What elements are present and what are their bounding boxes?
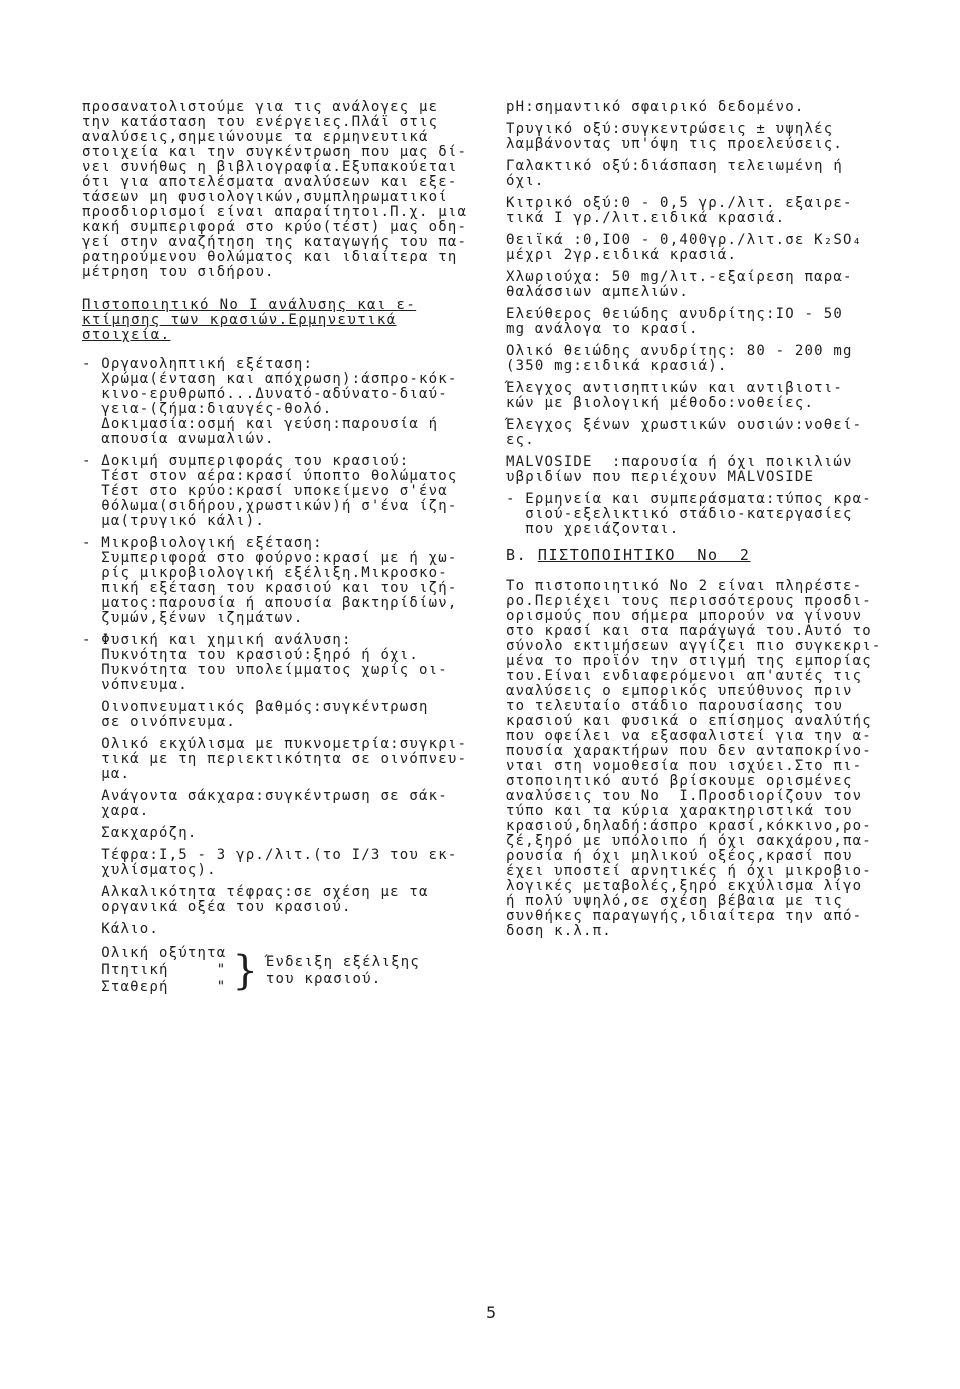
potassium: Κάλιο. [82,921,160,937]
total-so2-item: Ολικό θειώδης ανυδρίτης: 80 - 200 mg (350 mg:ειδικά κρασιά). [506,343,853,374]
foreign-dyes-item: Έλεγχος ξένων χρωστικών ουσιών:νοθεί- ες. [506,417,863,448]
reducing-sugars: Ανάγοντα σάκχαρα:συγκέντρωση σε σάκ- χαρα. [101,788,448,819]
chlorides-item: Χλωριούχα: 50 mg/λιτ.-εξαίρεση παρα- θαλάσσιων αμπελιών. [506,269,853,300]
citric-acid-item: Κιτρικό οξύ:0 - 0,5 γρ./λιτ. εξαιρε- τικά Ι γρ./λιτ.ειδικά κρασιά. [506,195,853,226]
ash-alkalinity: Αλκαλικότητα τέφρας:σε σχέση με τα οργανικά οξέα του κρασιού. [101,884,429,915]
ph-item: pH:σημαντικό σφαιρικό δεδομένο. [506,99,805,115]
malvoside-item: MALVOSIDE :παρουσία ή όχι ποικιλιών υβριδίων που περιέχουν MALVOSIDE [506,454,853,485]
acidity-labels: Ολική οξύτητα Πτητική " Σταθερή " [101,945,227,995]
microbiology-exam: - Μικροβιολογική εξέταση: Συμπεριφορά στο φούρνο:κρασί με ή χω- ρίς μικροβιολογική εξέλιξη.Μικροσκο- πική εξέταση του κρασιού και του ιζή- ματος:παρουσία ή απουσία βακτηρίδίων, ζυμών,ξένων ιζημάτων. [82,535,458,626]
alcohol-degree: Οινοπνευματικός βαθμός:συγκέντρωση σε οινόπνευμα. [101,699,429,730]
free-so2-item: Ελεύθερος θειώδης ανυδρίτης:ΙΟ - 50 mg ανάλογα το κρασί. [506,306,844,337]
behavior-test: - Δοκιμή συμπεριφοράς του κρασιού: Τέστ στον αέρα:κρασί ύποπτο θολώματος Τέστ στο κρύο:κρασί υποκείμενο σ'ένα θόλωμα(σιδήρου,χρωστικών)ή σ'ένα ίζη- μα(τρυγικό κάλι). [82,453,458,529]
sulfates-item: Θειϊκά :0,ΙΟ0 - 0,400γρ./λιτ.σε K₂SO₄ μέχρι 2γρ.ειδικά κρασιά. [506,232,863,263]
total-extract: Ολικό εκχύλισμα με πυκνομετρία:συγκρι- τικά με τη περιεκτικότητα σε οινόπνευ- μα. [101,736,468,782]
acidity-brace: } [232,947,258,994]
left-column [82,100,492,996]
certificate-1-heading: Πιστοποιητικό Νο Ι ανάλυσης και ε- κτίμησης των κρασιών.Ερμηνευτικά στοιχεία. [82,297,417,343]
certificate-2-heading [506,547,926,563]
certificate-2-title: ΠΙΣΤΟΠΟΙΗΤΙΚΟ Νο 2 [537,546,751,564]
interpretation-item: - Ερμηνεία και συμπεράσματα:τύπος κρα- σιού-εξελικτικό στάδιο-κατεργασίες που χρειάζονται. [506,491,872,537]
certificate-2-body: Το πιστοποιητικό Νο 2 είναι πληρέστε- ρο.Περιέχει τους περισσότερους προσδι- ορισμούς που σήμερα μπορούν να γίνουν στο κρασί και στα παράγωγά του.Αυτό το σύνολο εκτιμήσεων αγγίζει πιο συγκεκρι- μένα το προϊόν την στιγμή της εμπορίας του.Είναι ενδιαφερόμενοι απ'αυτές τις αναλύσεις ο εμπορικός υπεύθυνος πριν το τελευταίο στάδιο παρουσίασης του κρασιού και φυσικά ο επίσημος αναλύτής που οφείλει να εξασφαλιστεί για την α- πουσία χαρακτήρων που δεν ανταποκρίνο- νται στη νομοθεσία που ισχύει.Στο πι- στοποιητικό αυτό βρίσκουμε ορισμένες αναλύσεις του Νο Ι.Προσδιορίζουν τον τύπο και τα κύρια χαρακτηριστικά του κρασιού,δηλαδή:άσπρο κρασί,κόκκινο,ρο- ζέ,ξηρό με υπόλοιπο ή όχι σακχάρου,πα- ρουσία ή όχι μηλικού οξέος,κρασί που έχει υποστεί αρνητικές ή όχι μικροβιο- λογικές μεταβολές,ξηρό εκχύλισμα λίγο ή πολύ υψηλό,σε σχέση βέβαια με τις συνθήκες παραγωγής,ιδιαίτερα την από- δοση κ.λ.π. [506,578,882,939]
antiseptics-item: Έλεγχος αντισηπτικών και αντιβιοτι- κών με βιολογική μέθοδο:νοθείες. [506,380,844,411]
lactic-acid-item: Γαλακτικό οξύ:διάσπαση τελειωμένη ή όχι. [506,158,844,189]
ash: Τέφρα:Ι,5 - 3 γρ./λιτ.(το Ι/3 του εκ- χυλίσματος). [101,847,458,878]
physical-chemical-analysis: - Φυσική και χημική ανάλυση: Πυκνότητα του κρασιού:ξηρό ή όχι. Πυκνότητα του υπολείμματος χωρίς οι- νόπνευμα. [82,632,448,693]
intro-paragraph: προσανατολιστούμε για τις ανάλογες με την κατάσταση του ενέργειες.Πλάϊ στις αναλύσεις,σημειώνουμε τα ερμηνευτικά στοιχεία και την συγκέντρωση που μας δί- νει συνήθως η βιβλιογραφία.Εξυπακούεται ότι για αποτελέσματα αναλύσεων και εξε- τάσεων μη φυσιολογικών,συμπληρωματικοί προσδιορισμοί είναι απαραίτητοι.Π.χ. μια κακή συμπεριφορά στο κρύο(τέστ) μας οδη- γεί στην αναζήτηση της καταγωγής του πα- ρατηρούμενου θολώματος και ιδιαίτερα τη μέτρηση του σιδήρου. [82,99,468,280]
right-column [506,100,926,946]
organoleptic-exam: - Οργανοληπτική εξέταση: Χρώμα(ένταση και απόχρωση):άσπρο-κόκ- κινο-ερυθρωπό...Δυνατό-αδύνατο-διαύ- γεια-(ζήμα:διαυγές-θολό. Δοκιμασία:οσμή και γεύση:παρουσία ή απουσία ανωμαλιών. [82,356,458,447]
certificate-2-prefix: Β. [506,546,538,564]
sucrose: Σακχαρόζη. [82,825,198,841]
tartaric-acid-item: Τρυγικό οξύ:συγκεντρώσεις ± υψηλές λαμβάνοντας υπ'όψη τις προελεύσεις. [506,121,844,152]
acidity-note: Ένδειξη εξέλιξης του κρασιού. [265,953,420,987]
acidity-group [82,945,492,996]
page-number: 5 [486,1303,497,1322]
